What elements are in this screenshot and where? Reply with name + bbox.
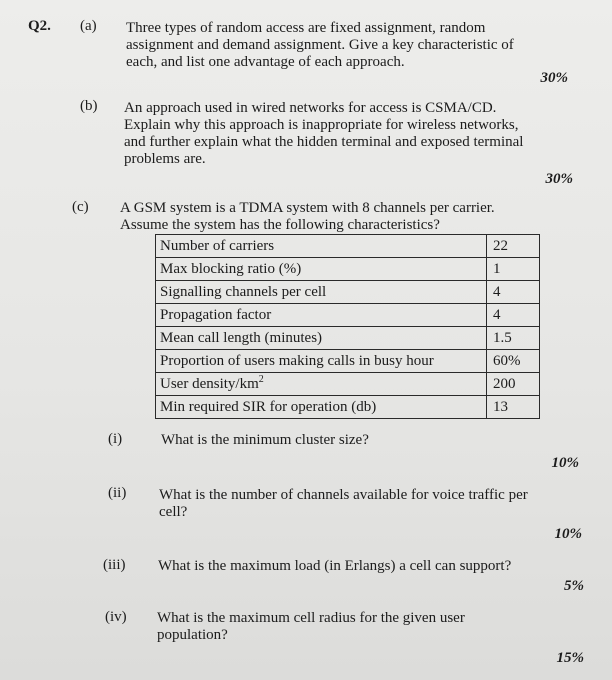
part-c-label: (c) [72, 199, 89, 215]
subpart-i-marks: 10% [551, 455, 579, 471]
question-number: Q2. [28, 18, 51, 34]
subpart-i-label: (i) [108, 431, 123, 447]
table-row [156, 373, 540, 396]
part-b-line-3: and further explain what the hidden terminal and exposed terminal [124, 134, 524, 150]
part-c-text [120, 200, 570, 234]
subpart-iv-line-1: What is the maximum cell radius for the given user [157, 610, 465, 626]
table-cell-label [156, 373, 487, 396]
subpart-iv-text [157, 610, 578, 644]
table-row [156, 350, 540, 373]
table-row [156, 258, 540, 281]
subpart-iv-marks: 15% [556, 650, 584, 666]
user-density-label: User density/km [160, 376, 259, 392]
table-cell-value: 1.5 [487, 327, 540, 350]
subpart-iv-label: (iv) [105, 609, 127, 625]
subpart-ii-label: (ii) [108, 485, 127, 501]
subpart-ii-line-1: What is the number of channels available for voice traffic per [159, 487, 528, 503]
table-cell-value: 4 [487, 281, 540, 304]
table-row [156, 281, 540, 304]
part-c-line-1: A GSM system is a TDMA system with 8 channels per carrier. [120, 200, 495, 216]
subpart-ii-marks: 10% [554, 526, 582, 542]
part-b-line-2: Explain why this approach is inappropriate for wireless networks, [124, 117, 519, 133]
table-row [156, 235, 540, 258]
table-row [156, 304, 540, 327]
part-b-line-4: problems are. [124, 151, 206, 167]
part-a-marks: 30% [540, 70, 568, 86]
gsm-characteristics-table [155, 234, 540, 419]
part-b-label: (b) [80, 98, 98, 114]
part-b-text [124, 100, 566, 168]
table-row [156, 327, 540, 350]
table-cell-value: 4 [487, 304, 540, 327]
subpart-i-text: What is the minimum cluster size? [161, 432, 369, 448]
table-cell-label: Max blocking ratio (%) [156, 258, 487, 281]
part-b-marks: 30% [545, 171, 573, 187]
part-a-label: (a) [80, 18, 97, 34]
part-a-text [126, 20, 560, 71]
table-cell-value: 60% [487, 350, 540, 373]
part-c-line-2: Assume the system has the following characteristics? [120, 217, 440, 233]
table-cell-label: Proportion of users making calls in busy hour [156, 350, 487, 373]
squared-superscript: 2 [258, 374, 264, 385]
subpart-iii-label: (iii) [103, 557, 126, 573]
table-cell-value: 1 [487, 258, 540, 281]
subpart-ii-line-2: cell? [159, 504, 188, 520]
table-cell-label: Signalling channels per cell [156, 281, 487, 304]
part-a-line-2: assignment and demand assignment. Give a key characteristic of [126, 37, 514, 53]
part-b-line-1: An approach used in wired networks for access is CSMA/CD. [124, 100, 497, 116]
table-cell-label: Number of carriers [156, 235, 487, 258]
subpart-iii-text: What is the maximum load (in Erlangs) a cell can support? [158, 558, 512, 574]
table-cell-label: Min required SIR for operation (db) [156, 396, 487, 419]
table-cell-label: Mean call length (minutes) [156, 327, 487, 350]
part-a-line-3: each, and list one advantage of each approach. [126, 54, 405, 70]
subpart-iv-line-2: population? [157, 627, 228, 643]
part-a-line-1: Three types of random access are fixed assignment, random [126, 20, 486, 36]
table-cell-value: 13 [487, 396, 540, 419]
subpart-iii-marks: 5% [564, 578, 584, 594]
table-cell-label: Propagation factor [156, 304, 487, 327]
table-row [156, 396, 540, 419]
subpart-ii-text [159, 487, 577, 521]
table-cell-value: 200 [487, 373, 540, 396]
table-cell-value: 22 [487, 235, 540, 258]
